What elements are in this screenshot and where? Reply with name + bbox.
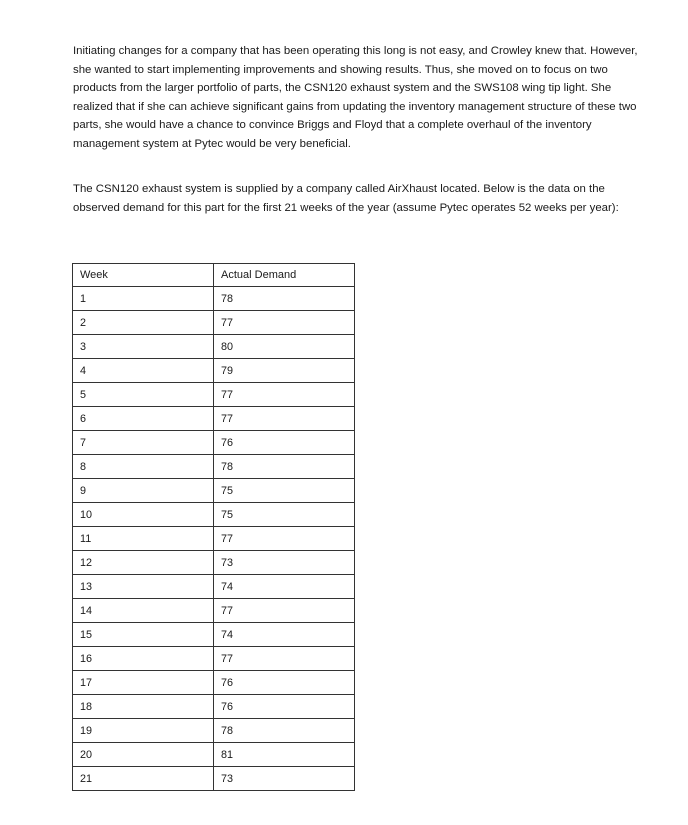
week-cell: 17: [73, 671, 214, 695]
actual-demand-cell: 77: [214, 647, 355, 671]
actual-demand-cell: 74: [214, 575, 355, 599]
table-row: [73, 551, 355, 575]
week-cell: 8: [73, 455, 214, 479]
table-row: [73, 695, 355, 719]
actual-demand-cell: 77: [214, 311, 355, 335]
table-row: [73, 335, 355, 359]
demand-table: [72, 263, 355, 791]
actual-demand-cell: 78: [214, 287, 355, 311]
actual-demand-cell: 78: [214, 455, 355, 479]
week-cell: 1: [73, 287, 214, 311]
table-body: [73, 287, 355, 791]
table-row: [73, 599, 355, 623]
week-cell: 6: [73, 407, 214, 431]
table-header-row: [73, 264, 355, 287]
table-row: [73, 527, 355, 551]
week-cell: 14: [73, 599, 214, 623]
actual-demand-column-header: Actual Demand: [214, 264, 355, 287]
table-row: [73, 359, 355, 383]
week-cell: 19: [73, 719, 214, 743]
table-row: [73, 503, 355, 527]
actual-demand-cell: 75: [214, 479, 355, 503]
week-column-header: Week: [73, 264, 214, 287]
actual-demand-cell: 77: [214, 527, 355, 551]
week-cell: 20: [73, 743, 214, 767]
week-cell: 21: [73, 767, 214, 791]
table-row: [73, 767, 355, 791]
actual-demand-cell: 73: [214, 767, 355, 791]
table-row: [73, 311, 355, 335]
actual-demand-cell: 76: [214, 671, 355, 695]
actual-demand-cell: 77: [214, 383, 355, 407]
table-row: [73, 719, 355, 743]
table-row: [73, 647, 355, 671]
actual-demand-cell: 73: [214, 551, 355, 575]
table-row: [73, 407, 355, 431]
table-row: [73, 575, 355, 599]
actual-demand-cell: 79: [214, 359, 355, 383]
table-row: [73, 287, 355, 311]
table-row: [73, 383, 355, 407]
actual-demand-cell: 81: [214, 743, 355, 767]
week-cell: 9: [73, 479, 214, 503]
week-cell: 2: [73, 311, 214, 335]
week-cell: 10: [73, 503, 214, 527]
week-cell: 7: [73, 431, 214, 455]
week-cell: 4: [73, 359, 214, 383]
actual-demand-cell: 76: [214, 695, 355, 719]
week-cell: 15: [73, 623, 214, 647]
table-row: [73, 671, 355, 695]
actual-demand-cell: 76: [214, 431, 355, 455]
actual-demand-cell: 77: [214, 407, 355, 431]
table-row: [73, 455, 355, 479]
table-row: [73, 479, 355, 503]
actual-demand-cell: 75: [214, 503, 355, 527]
actual-demand-cell: 80: [214, 335, 355, 359]
actual-demand-cell: 74: [214, 623, 355, 647]
week-cell: 11: [73, 527, 214, 551]
actual-demand-cell: 78: [214, 719, 355, 743]
week-cell: 12: [73, 551, 214, 575]
week-cell: 13: [73, 575, 214, 599]
data-description-paragraph: The CSN120 exhaust system is supplied by a company called AirXhaust located. Below is the data on the observed demand for this part for the first 21 weeks of the year (assume Pytec operates 52 weeks per year):: [73, 183, 619, 214]
table-row: [73, 623, 355, 647]
table-row: [73, 431, 355, 455]
week-cell: 3: [73, 335, 214, 359]
intro-paragraph: Initiating changes for a company that has been operating this long is not easy, and Crowley knew that. However, she wanted to start implementing improvements and showing results. Thus, she moved on to focus on two products from the larger portfolio of parts, the CSN120 exhaust system and the SWS108 wing tip light. She realized that if she can achieve significant gains from updating the inventory management structure of these two parts, she would have a chance to convince Briggs and Floyd that a complete overhaul of the inventory management system at Pytec would be very beneficial.: [73, 45, 638, 150]
table-row: [73, 743, 355, 767]
week-cell: 5: [73, 383, 214, 407]
week-cell: 18: [73, 695, 214, 719]
week-cell: 16: [73, 647, 214, 671]
actual-demand-cell: 77: [214, 599, 355, 623]
